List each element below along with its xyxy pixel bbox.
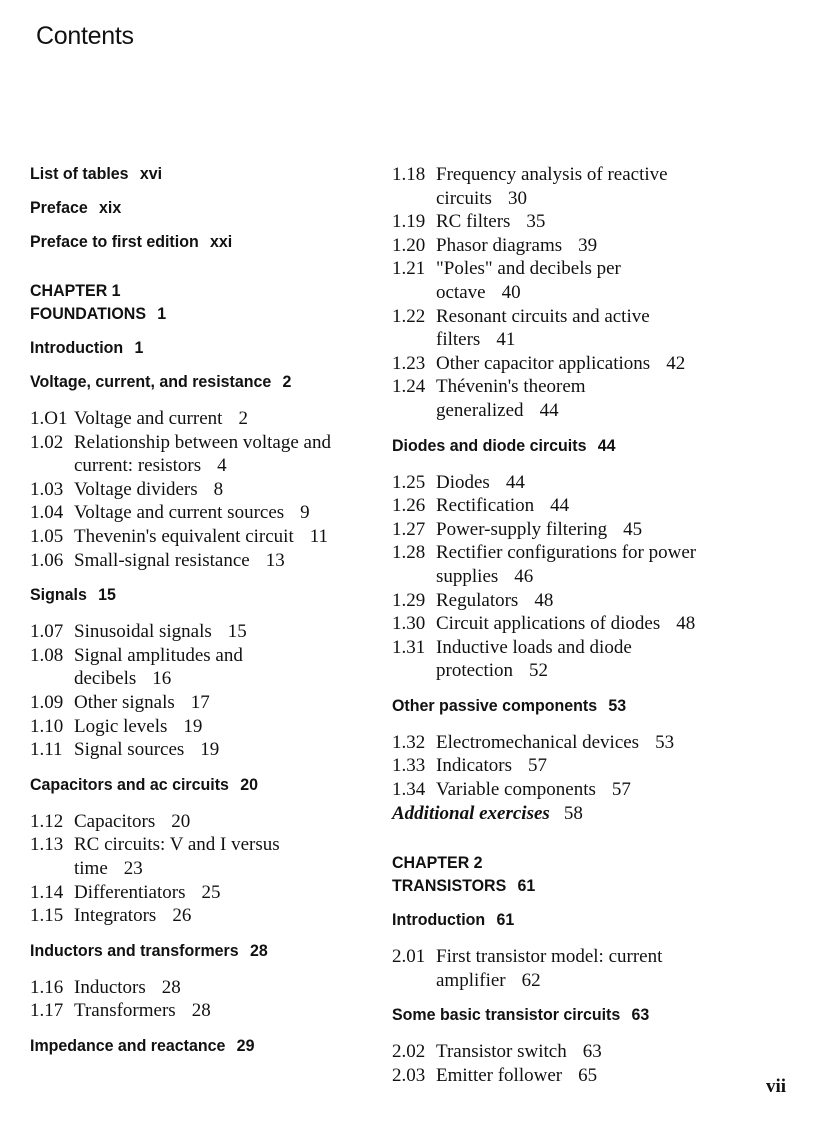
- toc-entry: [392, 234, 802, 258]
- toc-entry: [392, 778, 802, 802]
- page-number: vii: [765, 1076, 786, 1097]
- toc-heading-page: 20: [240, 774, 259, 794]
- toc-entry: [30, 999, 400, 1023]
- toc-entry: [392, 541, 802, 588]
- toc-entry-title: Voltage and current sources: [74, 502, 285, 524]
- toc-entry-title: Regulators: [436, 589, 519, 611]
- toc-entry: [392, 589, 802, 613]
- toc-entry: [392, 494, 802, 518]
- toc-entry: [30, 620, 400, 644]
- toc-entry-title: circuits: [436, 187, 492, 209]
- toc-entry-number: 2.02: [392, 1041, 426, 1063]
- toc-entry: [30, 501, 400, 525]
- toc-column-right: [392, 163, 802, 1088]
- toc-entry-page: 23: [123, 857, 143, 879]
- toc-entry-number: 1.13: [30, 834, 64, 856]
- toc-entry-line: [436, 210, 798, 234]
- toc-entry-page: 48: [676, 613, 696, 635]
- toc-entry-title: First transistor model: current: [436, 946, 663, 968]
- toc-entry-title: generalized: [436, 399, 524, 421]
- toc-entry-number: 1.20: [392, 234, 426, 256]
- toc-entry: [392, 636, 802, 683]
- toc-heading-page: 2: [282, 372, 292, 391]
- toc-entry-title: Variable components: [436, 779, 596, 801]
- toc-entry-page: 57: [527, 755, 547, 777]
- toc-entry-number: 1.11: [30, 739, 63, 761]
- toc-entry-page: 19: [200, 739, 220, 761]
- toc-entry-title: Differentiators: [74, 881, 186, 903]
- toc-entry-title: Electromechanical devices: [436, 731, 640, 753]
- toc-entry-title: Capacitors: [74, 810, 156, 832]
- toc-entry-number: 1.29: [392, 589, 426, 611]
- toc-entry-list: [392, 1040, 802, 1087]
- chapter-page: 61: [517, 876, 536, 896]
- toc-entry: [30, 976, 400, 1000]
- toc-entry-line: [436, 375, 798, 399]
- toc-entry-line: [436, 281, 798, 305]
- toc-entry-title: Signal sources: [74, 739, 185, 761]
- toc-entry-title: Diodes: [436, 471, 490, 493]
- toc-heading: [30, 1035, 378, 1057]
- toc-entry-number: 2.03: [392, 1065, 426, 1087]
- toc-entry-page: 44: [539, 399, 559, 421]
- toc-entry-number: 1.04: [30, 502, 64, 524]
- toc-entry-number: 2.01: [392, 946, 426, 968]
- toc-entry-line: [436, 1040, 798, 1064]
- toc-heading: [30, 197, 378, 219]
- toc-entry-title: Signal amplitudes and: [74, 644, 243, 666]
- toc-entry-title: Other capacitor applications: [436, 352, 651, 374]
- toc-heading-title: Introduction: [30, 338, 124, 357]
- toc-entry-line: [436, 612, 798, 636]
- toc-entry-title: Inductors: [74, 976, 146, 998]
- toc-entry-page: 11: [309, 525, 329, 547]
- toc-entry-page: 20: [171, 810, 191, 832]
- toc-entry-title: Frequency analysis of reactive: [436, 164, 668, 185]
- toc-entry: [392, 612, 802, 636]
- toc-entry-page: 57: [611, 779, 631, 801]
- toc-entry-page: 39: [578, 234, 598, 256]
- toc-entry-number: 1.30: [392, 613, 426, 635]
- toc-entry: [392, 731, 802, 755]
- toc-entry-line: [74, 857, 396, 881]
- toc-entry-page: 19: [183, 715, 203, 737]
- toc-entry-page: 45: [623, 518, 643, 540]
- toc-entry: [30, 881, 400, 905]
- toc-entry-line: [436, 494, 798, 518]
- toc-entry-line: [436, 731, 798, 755]
- toc-entry: [392, 375, 802, 422]
- toc-entry-line: [436, 187, 798, 211]
- toc-entry: [30, 738, 400, 762]
- toc-entry: [30, 810, 400, 834]
- chapter-title-text: TRANSISTORS: [392, 876, 507, 896]
- toc-entry-number: 1.19: [392, 211, 426, 233]
- toc-entry-page: 8: [213, 478, 224, 500]
- toc-entry: [392, 257, 802, 304]
- toc-heading-title: Signals: [30, 585, 87, 605]
- toc-entry-number: 1.25: [392, 471, 426, 493]
- toc-entry: [30, 525, 400, 549]
- toc-entry-line: [436, 754, 798, 778]
- toc-entry-line: [436, 305, 798, 329]
- toc-entry-page: 40: [501, 281, 521, 303]
- toc-entry-list: [30, 620, 400, 762]
- toc-entry-title: Thévenin's theorem: [436, 376, 586, 398]
- toc-entry-page: 62: [521, 969, 541, 991]
- toc-heading-page: 15: [98, 585, 116, 605]
- toc-entry: [392, 1040, 802, 1064]
- toc-entry: [30, 691, 400, 715]
- toc-entry-title: protection: [436, 660, 514, 682]
- toc-heading-title: Preface to first edition: [30, 232, 199, 251]
- toc-entry-title: Relationship between voltage and: [74, 431, 331, 453]
- toc-heading: [30, 337, 378, 359]
- toc-heading: [30, 940, 378, 962]
- toc-entry-line: [436, 328, 798, 352]
- toc-entry-number: 1.02: [30, 431, 64, 453]
- toc-entry-title: Rectifier configurations for power: [436, 542, 697, 564]
- toc-heading: [392, 695, 777, 717]
- page-title: Contents: [36, 22, 134, 50]
- toc-entry-number: 1.07: [30, 621, 64, 643]
- toc-entry: [30, 644, 400, 691]
- toc-entry-number: 1.03: [30, 478, 64, 500]
- toc-entry-line: [436, 399, 798, 423]
- toc-entry-number: 1.09: [30, 691, 64, 713]
- toc-entry-title: supplies: [436, 565, 499, 587]
- toc-heading-title: Other passive components: [392, 695, 598, 715]
- toc-entry-line: [436, 778, 798, 802]
- toc-heading-title: Inductors and transformers: [30, 940, 239, 960]
- toc-entry-page: 35: [526, 211, 546, 233]
- toc-heading-page: 63: [631, 1005, 650, 1025]
- toc-entry-number: 1.12: [30, 810, 64, 832]
- chapter-title: [30, 302, 378, 325]
- toc-entry: [30, 549, 400, 573]
- toc-entry-title: Transformers: [74, 1000, 176, 1022]
- additional-exercises-title: Additional exercises: [392, 802, 550, 824]
- toc-entry-page: 26: [172, 905, 192, 927]
- toc-entry: [392, 163, 802, 210]
- chapter-title: [392, 874, 777, 897]
- toc-heading: [30, 231, 378, 253]
- toc-entry-title: "Poles" and decibels per: [436, 258, 621, 280]
- toc-entry-line: [436, 471, 798, 495]
- toc-entry-line: [74, 976, 396, 1000]
- toc-entry-page: 16: [152, 668, 172, 690]
- toc-heading-title: Some basic transistor circuits: [392, 1005, 621, 1025]
- additional-exercises-entry: [392, 802, 802, 826]
- toc-entry: [30, 904, 400, 928]
- toc-entry-title: Power-supply filtering: [436, 518, 608, 540]
- toc-entry: [30, 431, 400, 478]
- toc-entry-number: 1.O1: [30, 408, 68, 429]
- toc-entry-page: 44: [550, 495, 570, 517]
- toc-entry-title: Resonant circuits and active: [436, 305, 650, 327]
- toc-heading: [30, 371, 378, 393]
- toc-entry-line: [74, 549, 396, 573]
- toc-entry-line: [436, 257, 798, 281]
- toc-entry: [392, 352, 802, 376]
- toc-entry-page: 25: [201, 881, 221, 903]
- toc-entry-page: 46: [514, 565, 534, 587]
- toc-entry-number: 1.26: [392, 495, 426, 517]
- toc-entry: [30, 715, 400, 739]
- toc-entry-title: Transistor switch: [436, 1041, 567, 1063]
- toc-entry-line: [74, 999, 396, 1023]
- additional-exercises-page: 58: [563, 802, 583, 824]
- toc-entry-page: 4: [217, 455, 227, 477]
- toc-entry-line: [436, 1064, 798, 1088]
- toc-entry: [30, 407, 400, 431]
- toc-entry-number: 1.31: [392, 636, 426, 658]
- toc-entry-line: [436, 945, 798, 969]
- toc-entry-page: 28: [191, 1000, 211, 1022]
- toc-entry-list: [392, 945, 802, 992]
- toc-entry-list: [30, 810, 400, 928]
- toc-heading-title: Capacitors and ac circuits: [30, 774, 229, 794]
- toc-entry-line: [74, 691, 396, 715]
- toc-entry-line: [74, 407, 396, 431]
- toc-heading: [30, 584, 378, 606]
- toc-entry-page: 65: [578, 1065, 598, 1087]
- toc-entry-number: 1.21: [392, 258, 426, 280]
- toc-entry-number: 1.24: [392, 376, 426, 398]
- toc-entry: [392, 1064, 802, 1088]
- toc-entry-number: 1.27: [392, 518, 426, 540]
- toc-entry-number: 1.33: [392, 755, 426, 777]
- toc-heading-title: List of tables: [30, 164, 129, 183]
- toc-heading-page: 44: [597, 435, 616, 455]
- toc-entry: [392, 471, 802, 495]
- toc-entry-number: 1.32: [392, 731, 426, 753]
- toc-entry-line: [436, 969, 798, 993]
- toc-entry: [392, 210, 802, 234]
- toc-entry-line: [74, 738, 396, 762]
- toc-entry-number: 1.10: [30, 715, 64, 737]
- toc-entry-line: [436, 659, 798, 683]
- toc-heading-page: 53: [608, 695, 627, 715]
- toc-entry-title: decibels: [74, 668, 137, 690]
- toc-heading: [30, 774, 378, 796]
- toc-entry-number: 1.17: [30, 1000, 64, 1022]
- toc-entry: [30, 478, 400, 502]
- toc-entry-number: 1.06: [30, 549, 64, 571]
- toc-entry-page: 44: [505, 471, 525, 493]
- toc-heading-title: Preface: [30, 198, 88, 217]
- toc-heading-page: 1: [134, 338, 144, 357]
- toc-entry-page: 52: [529, 660, 549, 682]
- toc-entry-list: [30, 407, 400, 572]
- toc-entry-line: [74, 881, 396, 905]
- toc-entry-title: RC filters: [436, 211, 511, 233]
- toc-entry-title: Rectification: [436, 495, 535, 517]
- toc-entry-line: [436, 589, 798, 613]
- toc-entry-number: 1.23: [392, 352, 426, 374]
- toc-entry-page: 15: [227, 621, 247, 643]
- toc-entry: [392, 518, 802, 542]
- toc-entry-number: 1.28: [392, 542, 426, 564]
- toc-entry-number: 1.08: [30, 644, 64, 666]
- toc-entry-line: [436, 636, 798, 660]
- toc-entry-title: octave: [436, 281, 486, 303]
- toc-entry-title: time: [74, 857, 108, 879]
- toc-entry-list: [30, 976, 400, 1023]
- toc-entry-line: [74, 833, 396, 857]
- toc-entry-line: [74, 715, 396, 739]
- toc-entry-list: [392, 163, 802, 423]
- toc-entry-title: RC circuits: V and I versus: [74, 834, 280, 856]
- toc-entry-list: [392, 731, 802, 802]
- toc-entry-line: [74, 454, 396, 478]
- toc-entry-page: 41: [496, 329, 516, 351]
- chapter-label: CHAPTER 1: [30, 281, 121, 300]
- toc-entry: [30, 833, 400, 880]
- toc-heading-page: 61: [496, 910, 515, 930]
- toc-entry-page: 63: [582, 1041, 602, 1063]
- toc-entry-title: Sinusoidal signals: [74, 621, 212, 643]
- toc-entry-line: [436, 541, 798, 565]
- toc-entry-page: 48: [534, 589, 554, 611]
- toc-entry-title: Logic levels: [74, 715, 168, 737]
- toc-heading-title: Impedance and reactance: [30, 1035, 226, 1055]
- toc-heading-title: Diodes and diode circuits: [392, 435, 587, 455]
- toc-entry-title: Inductive loads and diode: [436, 636, 632, 658]
- toc-entry-title: amplifier: [436, 969, 506, 991]
- toc-heading-title: Introduction: [392, 910, 486, 930]
- toc-entry-title: Voltage and current: [74, 408, 223, 429]
- toc-entry-number: 1.22: [392, 305, 426, 327]
- toc-entry-line: [74, 501, 396, 525]
- toc-entry-page: 28: [161, 976, 181, 998]
- toc-entry-line: [74, 904, 396, 928]
- toc-entry-list: [392, 471, 802, 683]
- toc-entry-line: [74, 644, 396, 668]
- toc-heading-page: xvi: [139, 164, 163, 183]
- toc-entry-line: [74, 667, 396, 691]
- toc-entry-page: 42: [666, 352, 686, 374]
- toc-entry-page: 9: [300, 502, 310, 524]
- toc-entry-page: 30: [507, 187, 527, 209]
- toc-entry-page: 17: [190, 691, 210, 713]
- toc-heading-page: 29: [236, 1035, 255, 1055]
- toc-entry: [392, 754, 802, 778]
- toc-heading-title: Voltage, current, and resistance: [30, 372, 272, 391]
- chapter-page: 1: [157, 304, 167, 323]
- toc-entry-title: filters: [436, 329, 481, 351]
- toc-entry-line: [74, 810, 396, 834]
- toc-entry-line: [74, 525, 396, 549]
- toc-entry-page: 53: [655, 731, 675, 753]
- toc-heading: [30, 163, 378, 185]
- toc-entry-title: Voltage dividers: [74, 478, 198, 500]
- chapter-title-text: FOUNDATIONS: [30, 304, 147, 323]
- toc-heading: [392, 909, 777, 931]
- toc-heading-page: 28: [249, 940, 268, 960]
- toc-entry-line: [74, 620, 396, 644]
- toc-entry-title: Emitter follower: [436, 1065, 563, 1087]
- toc-entry: [392, 305, 802, 352]
- toc-heading-page: xxi: [209, 232, 233, 251]
- toc-column-left: [30, 163, 400, 1057]
- toc-entry-title: Thevenin's equivalent circuit: [74, 525, 294, 547]
- toc-entry-title: Integrators: [74, 905, 157, 927]
- toc-heading-page: xix: [99, 198, 122, 217]
- toc-entry-page: 13: [265, 549, 285, 571]
- toc-entry-title: Circuit applications of diodes: [436, 613, 661, 635]
- toc-entry-number: 1.15: [30, 905, 64, 927]
- toc-heading: [392, 435, 777, 457]
- toc-entry-line: [74, 431, 396, 455]
- toc-entry-title: Small-signal resistance: [74, 549, 250, 571]
- toc-entry-number: 1.18: [392, 164, 426, 185]
- toc-entry-line: [74, 478, 396, 502]
- toc-entry-number: 1.34: [392, 779, 426, 801]
- toc-entry: [392, 945, 802, 992]
- toc-entry-number: 1.14: [30, 881, 64, 903]
- toc-entry-number: 1.16: [30, 976, 64, 998]
- toc-entry-title: Other signals: [74, 691, 175, 713]
- toc-entry-line: [436, 565, 798, 589]
- toc-entry-title: Phasor diagrams: [436, 234, 563, 256]
- chapter-label: CHAPTER 2: [392, 853, 483, 873]
- toc-heading: [392, 1004, 777, 1026]
- toc-entry-page: 2: [238, 408, 248, 429]
- toc-entry-title: current: resistors: [74, 455, 202, 477]
- toc-entry-line: [436, 163, 798, 187]
- toc-entry-number: 1.05: [30, 525, 64, 547]
- toc-entry-line: [436, 518, 798, 542]
- toc-entry-line: [436, 352, 798, 376]
- toc-entry-line: [436, 234, 798, 258]
- toc-entry-title: Indicators: [436, 755, 512, 777]
